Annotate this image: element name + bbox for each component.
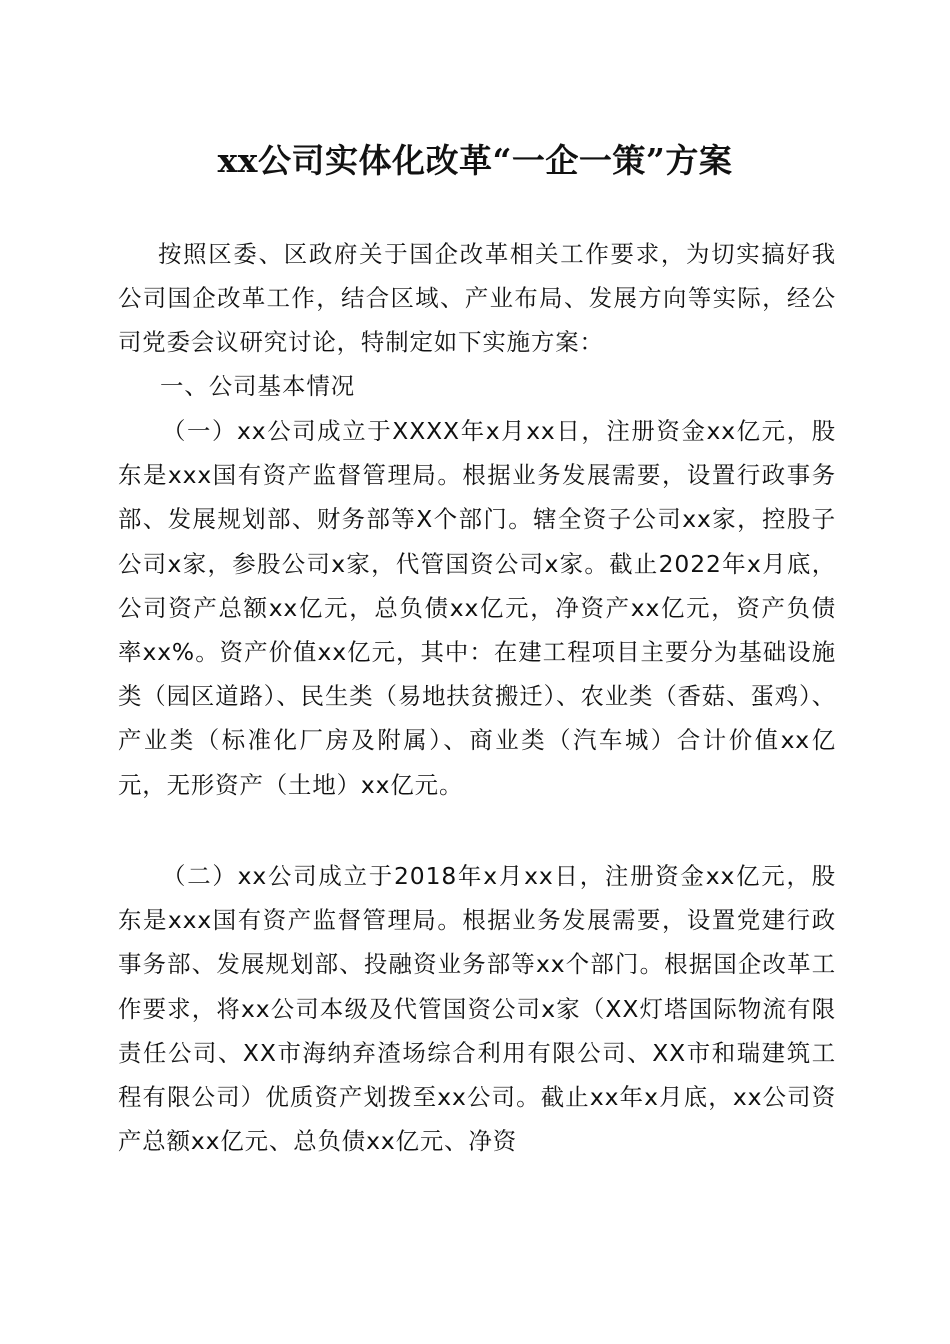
paragraph-company-2: （二）xx公司成立于2018年x月xx日，注册资金xx亿元，股东是xxx国有资产监督管理局。根据业务发展需要，设置党建行政事务部、发展规划部、投融资业务部等xx个部门。根据国企改革工作要求，将xx公司本级及代管国资公司x家（XX灯塔国际物流有限责任公司、XX市海纳弃渣场综合利用有限公司、XX市和瑞建筑工程有限公司）优质资产划拨至xx公司。截止xx年x月底，xx公司资产总额xx亿元、总负债xx亿元、净资 (118, 862, 836, 1156)
paragraph-company-1: （一）xx公司成立于XXXX年x月xx日，注册资金xx亿元，股东是xxx国有资产监督管理局。根据业务发展需要，设置行政事务部、发展规划部、财务部等X个部门。辖全资子公司xx家，控股子公司x家，参股公司x家，代管国资公司x家。截止2022年x月底，公司资产总额xx亿元，总负债xx亿元，净资产xx亿元，资产负债率xx%。资产价值xx亿元，其中：在建工程项目主要分为基础设施类（园区道路）、民生类（易地扶贫搬迁）、农业类（香菇、蛋鸡）、产业类（标准化厂房及附属）、商业类（汽车城）合计价值xx亿元，无形资产（土地）xx亿元。 (118, 417, 836, 799)
section-heading: 一、公司基本情况 (160, 372, 356, 400)
intro-paragraph: 按照区委、区政府关于国企改革相关工作要求，为切实搞好我公司国企改革工作，结合区域、产业布局、发展方向等实际，经公司党委会议研究讨论，特制定如下实施方案： (118, 240, 836, 357)
document-title: xx公司实体化改革“一企一策”方案 (217, 141, 733, 180)
